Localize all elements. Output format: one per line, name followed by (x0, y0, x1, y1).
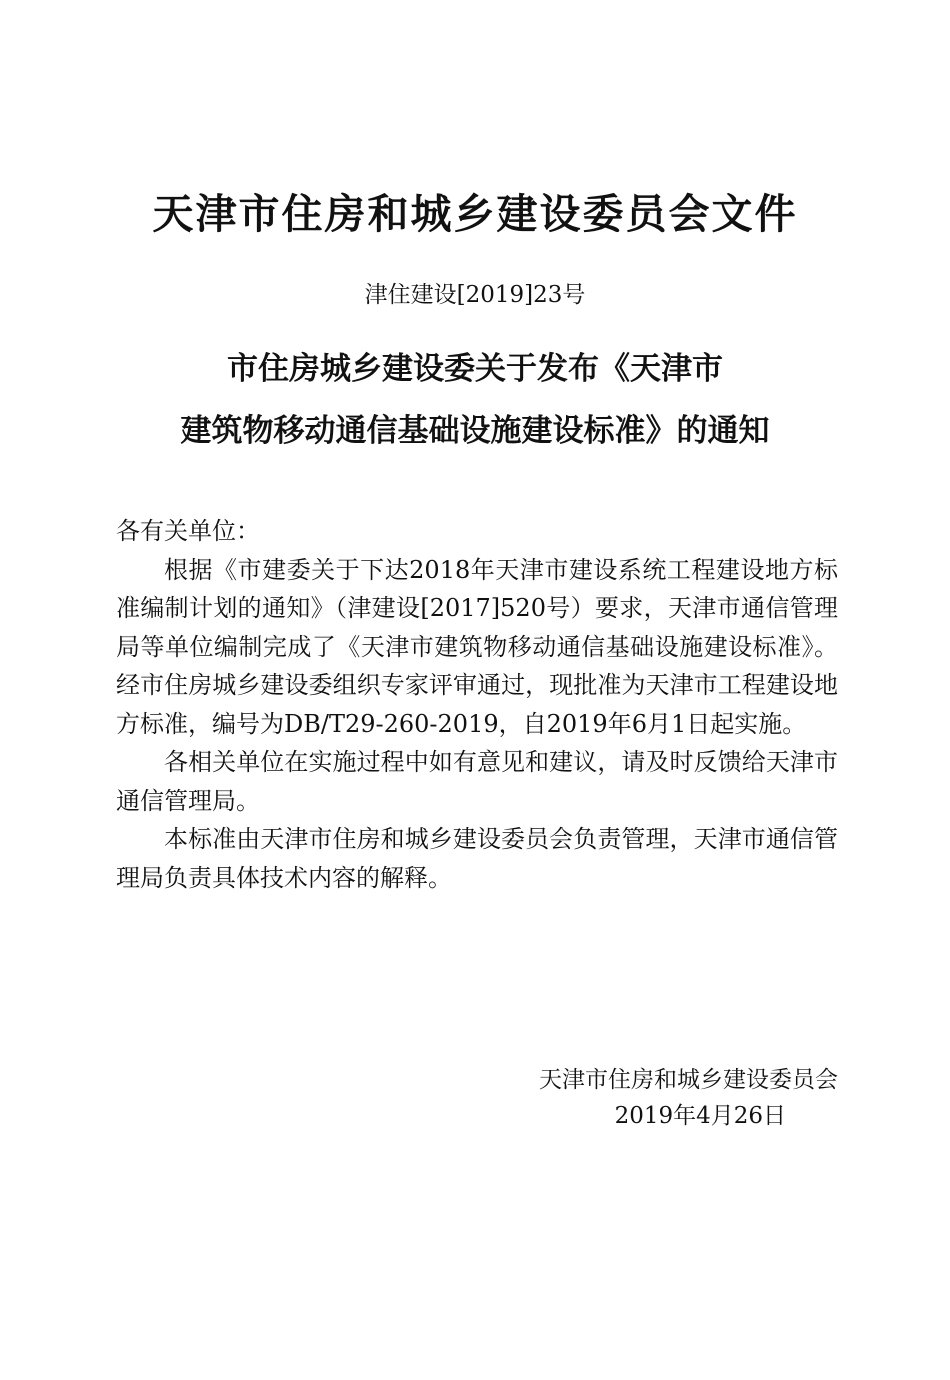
signature-block (539, 1062, 838, 1134)
signature-date: 2019年4月26日 (614, 1103, 786, 1129)
document-title (0, 338, 950, 462)
document-title-line-1: 市住房城乡建设委关于发布《天津市 (227, 351, 723, 387)
document-title-line-2: 建筑物移动通信基础设施建设标准》的通知 (180, 413, 770, 449)
paragraph-2: 各相关单位在实施过程中如有意见和建议，请及时反馈给天津市通信管理局。 (116, 748, 838, 815)
paragraph-3: 本标准由天津市住房和城乡建设委员会负责管理，天津市通信管理局负责具体技术内容的解释。 (116, 825, 838, 892)
paragraph-1: 根据《市建委关于下达2018年天津市建设系统工程建设地方标准编制计划的通知》（津建设[2017]520号）要求，天津市通信管理局等单位编制完成了《天津市建筑物移动通信基础设施建设标准》。经市住房城乡建设委组织专家评审通过，现批准为天津市工程建设地方标准，编号为DB/T29-260-2019，自2019年6月1日起实施。 (116, 555, 838, 738)
salutation: 各有关单位： (116, 517, 260, 545)
document-header: 天津市住房和城乡建设委员会文件 (152, 190, 798, 238)
document-body (116, 512, 838, 897)
document-number: 津住建设[2019]23号 (364, 282, 586, 308)
signature-organization: 天津市住房和城乡建设委员会 (539, 1067, 838, 1093)
